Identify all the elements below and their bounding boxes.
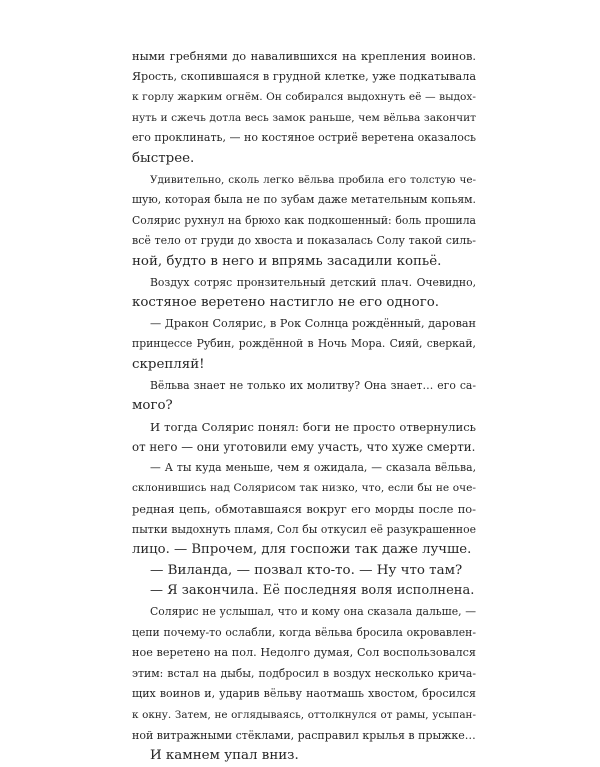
paragraph-first-line: Солярис не услышал, что и кому она сказала дальше, — xyxy=(150,605,476,619)
text-line: всё тело от груди до хвоста и показалась Солу такой силь- xyxy=(132,234,476,248)
text-line: от него — они уготовили ему участь, что хуже смерти. xyxy=(132,440,476,455)
text-line: щих воинов и, ударив вёльву наотмашь хвостом, бросился xyxy=(132,687,476,701)
text-line: Ярость, скопившаяся в грудной клетке, уже подкатывала xyxy=(132,69,476,83)
paragraph-first-line: Удивительно, сколь легко вёльва пробила его толстую че- xyxy=(150,173,476,186)
text-line: цепи почему-то ослабли, когда вёльва бросила окровавлен- xyxy=(132,625,476,639)
text-line: ное веретено на пол. Недолго думая, Сол воспользовался xyxy=(132,646,476,660)
paragraph-first-line: Воздух сотряс пронзительный детский плач. Очевидно, xyxy=(150,275,476,289)
text-line: костяное веретено настигло не его одного. xyxy=(132,295,440,311)
text-line: склонившись над Солярисом так низко, что, если бы не оче- xyxy=(132,482,476,495)
paragraph-first-line: И тогда Солярис понял: боги не просто отвернулись xyxy=(150,419,476,434)
paragraph-first-line: — А ты куда меньше, чем я ожидала, — сказала вёльва, xyxy=(150,460,476,474)
text-line: шую, которая была не по зубам даже метательным копьям. xyxy=(132,193,476,207)
text-line: быстрее. xyxy=(132,150,195,166)
paragraph-first-line: И камнем упал вниз. xyxy=(150,748,299,764)
text-line: его проклинать, — но костяное остриё веретена оказалось xyxy=(132,131,476,145)
text-line: ной витражными стёклами, расправил крылья в прыжке… xyxy=(132,728,476,742)
paragraph-first-line: Вёльва знает не только их молитву? Она знает… его са- xyxy=(150,378,476,392)
text-line: скрепляй! xyxy=(132,356,205,372)
text-line: редная цепь, обмотавшаяся вокруг его морды после по- xyxy=(132,502,476,517)
text-line: принцессе Рубин, рождённой в Ночь Мора. Сияй, сверкай, xyxy=(132,337,476,351)
text-line: к окну. Затем, не оглядываясь, оттолкнулся от рамы, усыпан- xyxy=(132,709,476,721)
text-line: ной, будто в него и впрямь засадили копьё. xyxy=(132,253,442,269)
paragraph-first-line: — Виланда, — позвал кто-то. — Ну что там? xyxy=(150,562,463,578)
text-line: этим: встал на дыбы, подбросил в воздух несколько крича- xyxy=(132,666,476,680)
text-line: к горлу жарким огнём. Он собирался выдохнуть её — выдох- xyxy=(132,91,476,104)
text-line: ными гребнями до навалившихся на крепления воинов. xyxy=(132,49,476,63)
paragraph-first-line: — Дракон Солярис, в Рок Солнца рождённый, дарован xyxy=(150,316,476,330)
body-text xyxy=(132,46,476,767)
text-line: пытки выдохнуть пламя, Сол бы откусил её разукрашенное xyxy=(132,522,476,536)
text-line: нуть и сжечь дотла весь замок раньше, чем вёльва закончит xyxy=(132,111,476,124)
text-line: мого? xyxy=(132,398,173,414)
text-line: Солярис рухнул на брюхо как подкошенный: боль прошила xyxy=(132,213,476,227)
paragraph-first-line: — Я закончила. Её последняя воля исполнена. xyxy=(150,583,475,599)
text-line: лицо. — Впрочем, для госпожи так даже лучше. xyxy=(132,542,472,558)
